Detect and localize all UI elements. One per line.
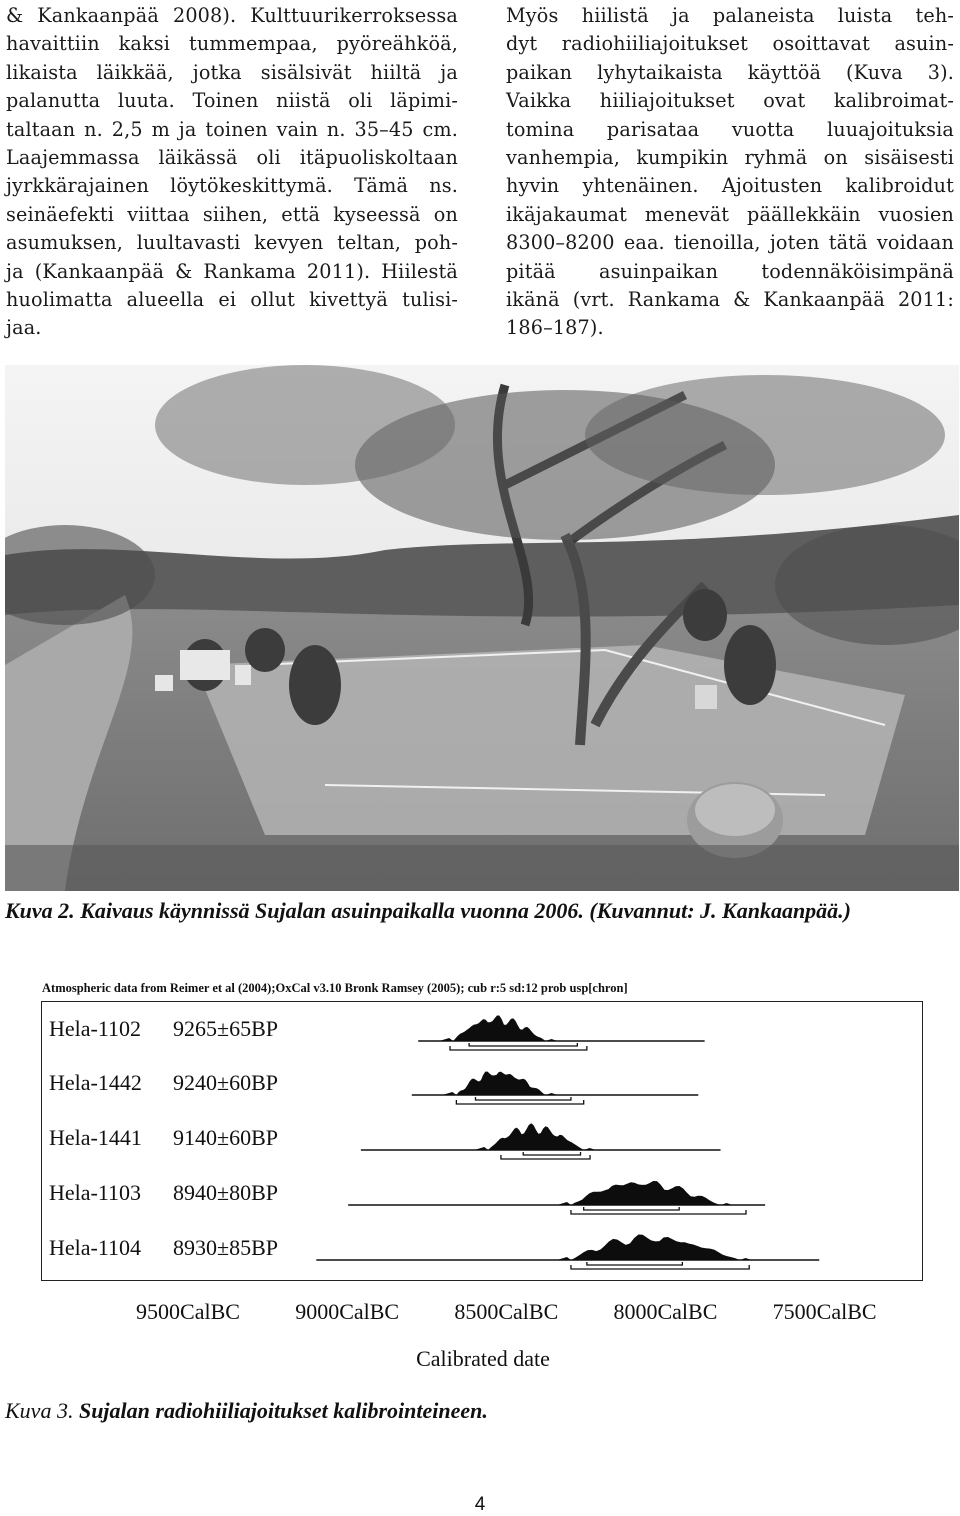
range-1sigma-bracket (523, 1152, 580, 1155)
text-line: taltaan n. 2,5 m ja toinen vain n. 35–45 cm. (6, 117, 458, 141)
text-line: tomina parisataa vuotta luuajoituksia (506, 117, 954, 141)
probability-distribution (557, 1181, 733, 1205)
text-line: Vaikka hiiliajoitukset ovat kalibroimat- (506, 89, 954, 113)
sample-bp-date: 9265±65BP (173, 1016, 278, 1041)
text-line: hyvin yhtenäinen. Ajoitusten kalibroidut (506, 174, 954, 198)
x-axis-label: Calibrated date (416, 1346, 550, 1371)
body-text-right-column (506, 2, 954, 343)
text-line: asumuksen, luultavasti kevyen teltan, poh- (6, 231, 458, 255)
text-line: ikänä (vrt. Rankama & Kankaanpää 2011: (506, 288, 954, 312)
text-line: seinäefekti viittaa siihen, että kyseessä on (6, 202, 458, 226)
figure-3-label: Kuva 3. (5, 1398, 74, 1423)
text-line: pitää asuinpaikan todennäköisimpänä (506, 259, 954, 283)
sample-bp-date: 8940±80BP (173, 1180, 278, 1205)
figure-3-caption (5, 1398, 488, 1424)
text-line: 8300–8200 eaa. tienoilla, joten tätä voidaan (506, 231, 954, 255)
text-line: havaittiin kaksi tummempaa, pyöreähköä, (6, 32, 458, 56)
figure-2-caption-text: Kaivaus käynnissä Sujalan asuinpaikalla vuonna 2006. (Kuvannut: J. Kankaanpää.) (80, 898, 852, 923)
x-tick-label: 8000CalBC (613, 1299, 718, 1324)
calibration-chart-header: Atmospheric data from Reimer et al (2004);OxCal v3.10 Bronk Ramsey (2005); cub r:5 sd:12 prob usp[chron] (42, 981, 628, 995)
probability-distribution (474, 1123, 595, 1150)
text-line: 186–187). (506, 316, 604, 340)
figure-2-label: Kuva 2. (5, 898, 75, 923)
text-line: likaista läikkää, jotka sisälsivät hiiltä ja (6, 60, 458, 84)
x-tick-label: 9500CalBC (136, 1299, 240, 1324)
text-line: ja (Kankaanpää & Rankama 2011). Hiilestä (6, 259, 458, 283)
calibration-chart-frame (41, 1001, 923, 1281)
sample-lab-code: Hela-1103 (49, 1180, 142, 1205)
figure-3-caption-text: Sujalan radiohiiliajoitukset kalibrointeineen. (78, 1398, 488, 1423)
text-line: & Kankaanpää 2008). Kulttuurikerroksessa (6, 4, 458, 27)
x-tick-label: 7500CalBC (772, 1299, 877, 1324)
text-line: Laajemmassa läikässä oli itäpuoliskoltaan (6, 146, 458, 170)
probability-distribution (557, 1235, 752, 1261)
text-line: huolimatta alueella ei ollut kivettyä tulisi- (6, 288, 458, 312)
text-line: palanutta luuta. Toinen niistä oli läpimi- (6, 89, 458, 113)
page-number: 4 (474, 1494, 486, 1515)
sample-bp-date: 8930±85BP (173, 1235, 278, 1260)
range-1sigma-bracket (475, 1097, 570, 1100)
figure-2-caption (5, 898, 851, 924)
range-1sigma-bracket (587, 1262, 682, 1265)
text-line: paikan lyhytaikaista käyttöä (Kuva 3). (506, 60, 954, 84)
sample-lab-code: Hela-1104 (49, 1235, 142, 1260)
x-tick-label: 8500CalBC (454, 1299, 559, 1324)
text-line: jaa. (6, 316, 42, 340)
excavation-photo (5, 365, 959, 891)
sample-bp-date: 9240±60BP (173, 1070, 278, 1095)
range-1sigma-bracket (584, 1207, 679, 1210)
probability-distribution (442, 1072, 557, 1095)
sample-lab-code: Hela-1442 (49, 1070, 142, 1095)
text-line: Myös hiilistä ja palaneista luista teh- (506, 4, 954, 27)
sample-lab-code: Hela-1102 (49, 1016, 142, 1041)
sample-bp-date: 9140±60BP (173, 1125, 278, 1150)
sample-lab-code: Hela-1441 (49, 1125, 142, 1150)
text-line: jyrkkärajainen löytökeskittymä. Tämä ns. (6, 174, 458, 198)
text-line: vanhempia, kumpikin ryhmä on sisäisesti (506, 146, 954, 170)
text-line: ikäjakaumat menevät päällekkäin vuosien (506, 202, 954, 226)
range-1sigma-bracket (469, 1043, 577, 1046)
body-text-left-column (6, 2, 458, 343)
x-tick-label: 9000CalBC (295, 1299, 400, 1324)
text-line: dyt radiohiiliajoitukset osoittavat asuin- (506, 32, 954, 56)
probability-distribution (439, 1016, 557, 1042)
